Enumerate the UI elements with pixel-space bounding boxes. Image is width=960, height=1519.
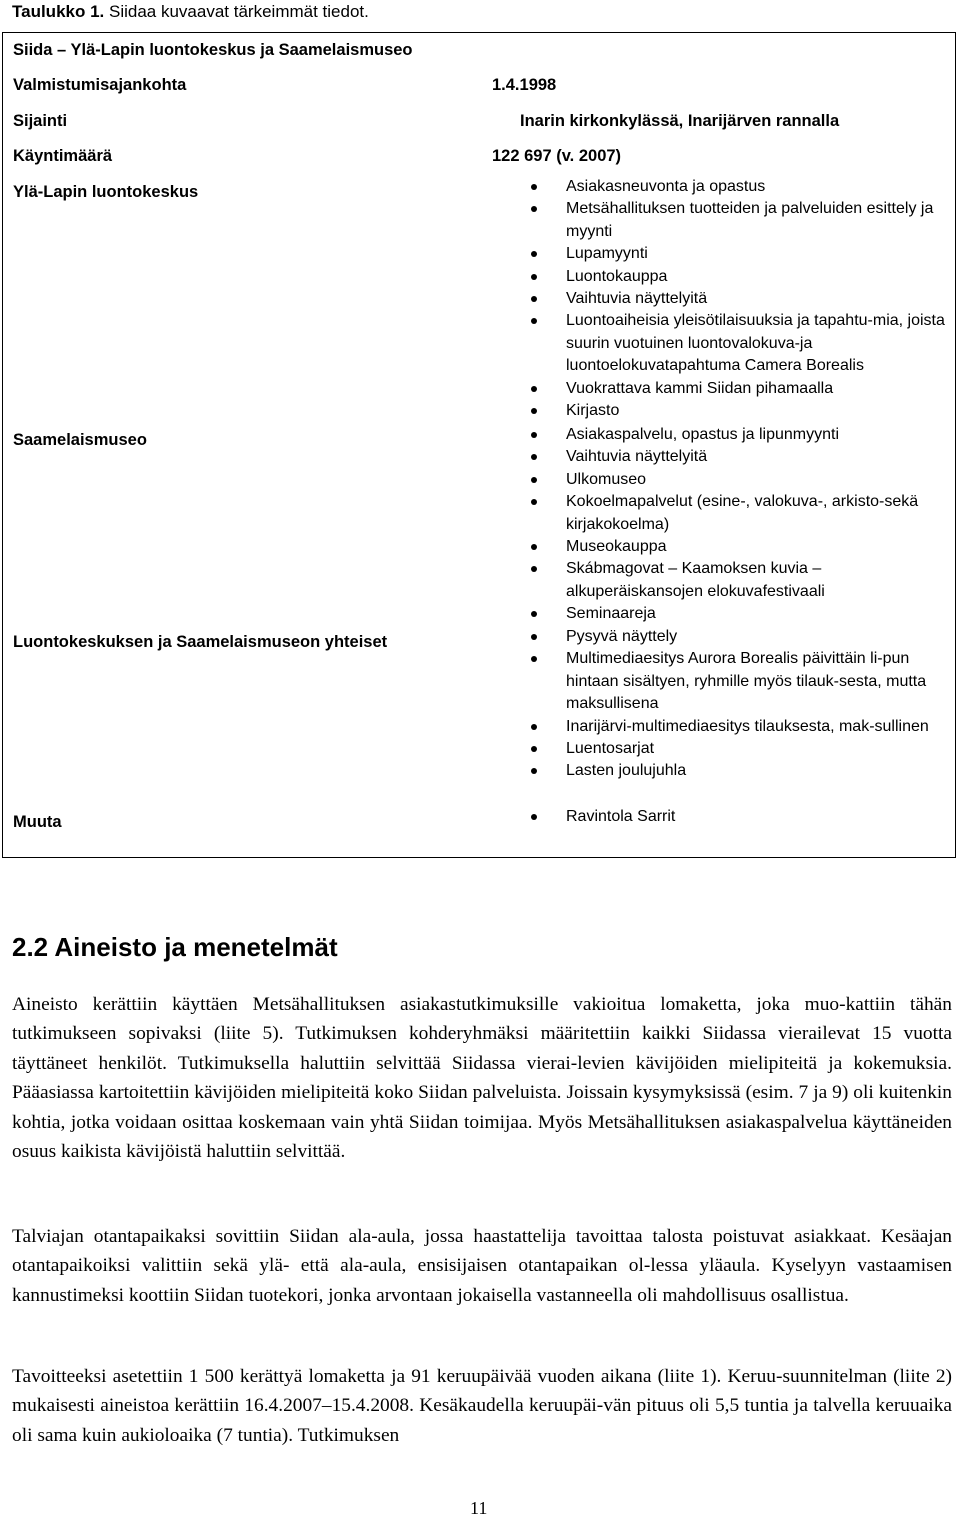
list-item: Luontoaiheisia yleisötilaisuuksia ja tapahtu-mia, joista suurin vuotuinen luontovalokuva-ja luontoelokuvatapahtuma Camera Borealis xyxy=(521,310,946,377)
nature-centre-label: Ylä-Lapin luontokeskus xyxy=(13,183,199,201)
list-item: Luontokauppa xyxy=(521,266,946,288)
location-value: Inarin kirkonkylässä, Inarijärven rannalla xyxy=(520,112,840,130)
visits-value: 122 697 (v. 2007) xyxy=(492,147,622,165)
list-item: Kirjasto xyxy=(521,400,946,422)
list-item: Ulkomuseo xyxy=(521,469,946,491)
list-item: Vaihtuvia näyttelyitä xyxy=(521,288,946,310)
table-caption xyxy=(12,2,369,22)
section-heading: 2.2 Aineisto ja menetelmät xyxy=(12,932,338,962)
completion-value: 1.4.1998 xyxy=(492,76,557,94)
table-title: Siida – Ylä-Lapin luontokeskus ja Saamelaismuseo xyxy=(13,41,413,59)
shared-label: Luontokeskuksen ja Saamelaismuseon yhteiset xyxy=(13,633,388,651)
list-item: Lasten joulujuhla xyxy=(521,760,946,782)
list-item: Luentosarjat xyxy=(521,738,946,760)
list-item: Inarijärvi-multimediaesitys tilauksesta, mak-sullinen xyxy=(521,716,946,738)
paragraph-1: Aineisto kerättiin käyttäen Metsähallituksen asiakastutkimuksille vakioitua lomaketta, joka muo-kattiin tähän tutkimukseen sopivaksi (liite 5). Tutkimuksen kohderyhmäksi määritettiin kaikki Siidassa vierailevat 15 vuotta täyttäneet henkilöt. Tutkimuksella haluttiin selvittää Siidassa vierai-levien kävijöiden mielipiteitä ja kokemuksia. Pääasiassa kartoitettiin kävijöiden mielipiteitä koko Siidan palveluista. Joissain kysymyksissä (esim. 7 ja 9) oli kuitenkin kohtia, jotka voidaan osittaa koskemaan vain yhtä Siidan toimijaa. Myös Metsähallituksen asiakaspalvelua käyttäneiden osuus kaikista kävijöistä haluttiin selvittää. xyxy=(12,994,952,1163)
list-item: Multimediaesitys Aurora Borealis päivittäin li-pun hintaan sisältyen, ryhmille myös tilauk-sesta, mutta maksullisena xyxy=(521,648,946,715)
list-item: Skábmagovat – Kaamoksen kuvia – alkuperäiskansojen elokuvafestivaali xyxy=(521,558,946,603)
list-item: Kokoelmapalvelut (esine-, valokuva-, arkisto-sekä kirjakokoelma) xyxy=(521,491,946,536)
other-list xyxy=(521,806,946,828)
nature-centre-list xyxy=(521,176,946,422)
list-item: Asiakasneuvonta ja opastus xyxy=(521,176,946,198)
list-item: Asiakaspalvelu, opastus ja lipunmyynti xyxy=(521,424,946,446)
shared-list xyxy=(521,626,946,783)
paragraph-3: Tavoitteeksi asetettiin 1 500 kerättyä lomaketta ja 91 keruupäivää vuoden aikana (liite 1). Keruu-suunnitelman (liite 2) mukaisesti aineistoa kerättiin 16.4.2007–15.4.2008. Kesäkaudella keruupäi-vän pituus oli 5,5 tuntia ja talvella keruuaika oli sama kuin aukioloaika (7 tuntia). Tutkimuksen xyxy=(12,1366,952,1446)
list-item: Vaihtuvia näyttelyitä xyxy=(521,446,946,468)
visits-label: Käyntimäärä xyxy=(13,147,113,165)
sami-museum-list xyxy=(521,424,946,626)
list-item: Pysyvä näyttely xyxy=(521,626,946,648)
page-number: 11 xyxy=(470,1498,488,1518)
list-item: Seminaareja xyxy=(521,603,946,625)
other-label: Muuta xyxy=(13,813,62,831)
sami-museum-label: Saamelaismuseo xyxy=(13,431,147,449)
list-item: Museokauppa xyxy=(521,536,946,558)
location-label: Sijainti xyxy=(13,112,68,130)
paragraph-2: Talviajan otantapaikaksi sovittiin Siidan ala-aula, jossa haastattelija tavoittaa talosta poistuvat asiakkaat. Kesäajan otantapaikoiksi valittiin sekä ylä- että ala-aula, ensisijaisen otantapaikan ol-lessa yläaula. Kyselyyn vastaamisen kannustimeksi koottiin Siidan tuotekori, jonka arvontaan jokaisella vastanneella oli mahdollisuus osallistua. xyxy=(12,1226,952,1306)
completion-label: Valmistumisajankohta xyxy=(13,76,187,94)
list-item: Vuokrattava kammi Siidan pihamaalla xyxy=(521,378,946,400)
caption-text: Siidaa kuvaavat tärkeimmät tiedot. xyxy=(109,2,369,21)
list-item: Metsähallituksen tuotteiden ja palveluiden esittely ja myynti xyxy=(521,198,946,243)
list-item: Ravintola Sarrit xyxy=(521,806,946,828)
list-item: Lupamyynti xyxy=(521,243,946,265)
caption-label: Taulukko 1. xyxy=(12,2,105,21)
info-table xyxy=(2,32,956,858)
